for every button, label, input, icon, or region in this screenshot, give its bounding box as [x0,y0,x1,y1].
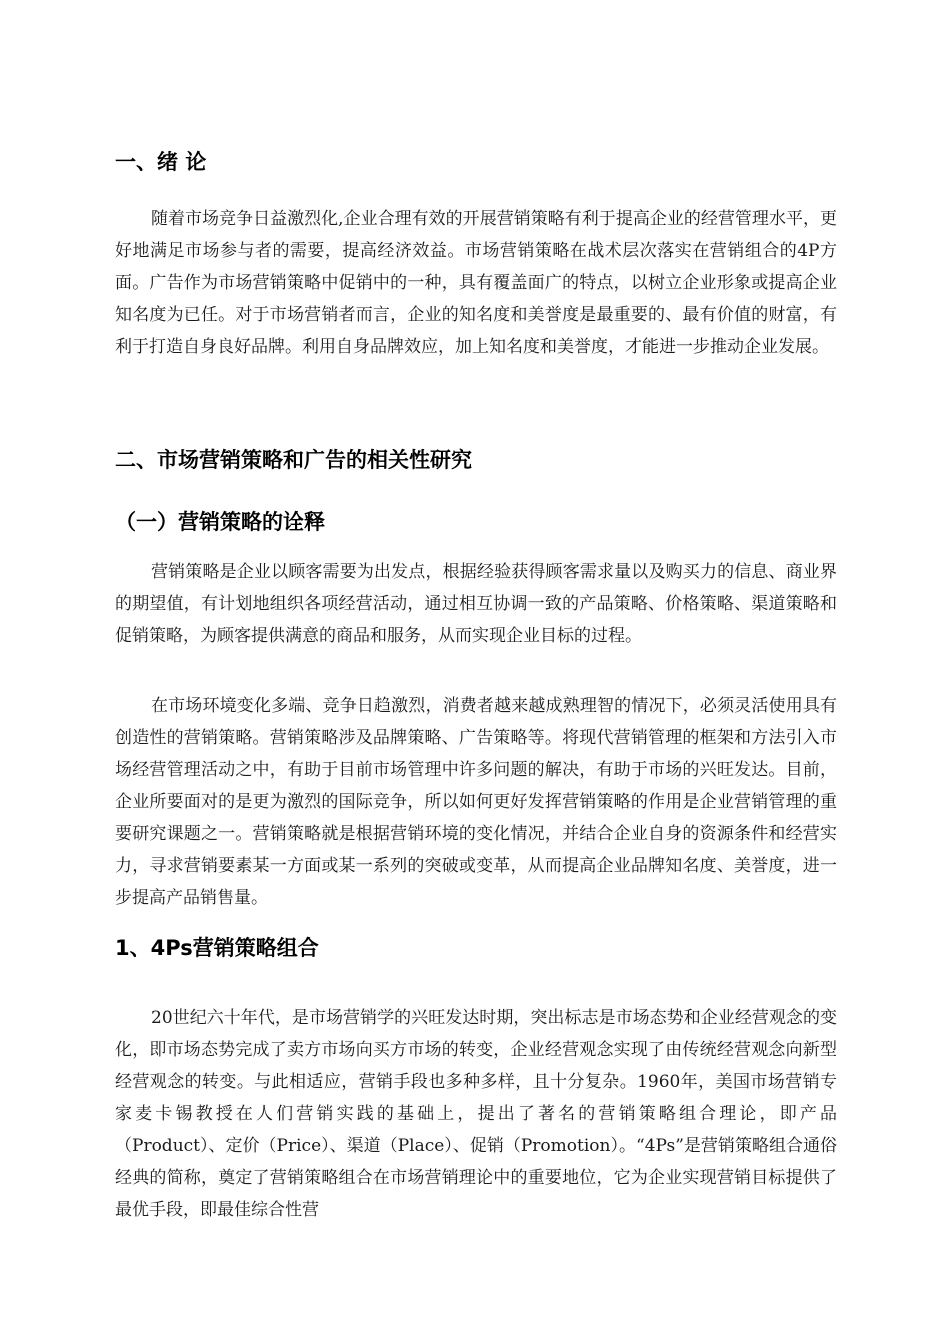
section-heading-introduction: 一、绪 论 [115,150,207,174]
section-heading-correlation-study: 二、市场营销策略和广告的相关性研究 [115,448,472,472]
paragraph-strategy-environment: 在市场环境变化多端、竞争日趋激烈，消费者越来越成熟理智的情况下，必须灵活使用具有创造性的营销策略。营销策略涉及品牌策略、广告策略等。将现代营销管理的框架和方法引入市场经营管理活动之中，有助于目前市场管理中许多问题的解决，有助于市场的兴旺发达。目前，企业所要面对的是更为激烈的国际竞争，所以如何更好发挥营销策略的作用是企业营销管理的重要研究课题之一。营销策略就是根据营销环境的变化情况，并结合企业自身的资源条件和经营实力，寻求营销要素某一方面或某一系列的突破或变革，从而提高企业品牌知名度、美誉度，进一步提高产品销售量。 [115,696,837,908]
paragraph-introduction: 随着市场竞争日益激烈化,企业合理有效的开展营销策略有利于提高企业的经营管理水平，更好地满足市场参与者的需要，提高经济效益。市场营销策略在战术层次落实在营销组合的4P方面。广告作为市场营销策略中促销中的一种，具有覆盖面广的特点，以树立企业形象或提高企业知名度为已任。对于市场营销者而言，企业的知名度和美誉度是最重要的、最有价值的财富，有利于打造自身良好品牌。利用自身品牌效应，加上知名度和美誉度，才能进一步推动企业发展。 [115,209,837,357]
subsection-heading-strategy-interpretation: （一）营销策略的诠释 [115,510,325,534]
subsection-heading-4ps: 1、4Ps营销策略组合 [115,936,319,960]
paragraph-4ps-history: 20世纪六十年代，是市场营销学的兴旺发达时期，突出标志是市场态势和企业经营观念的变化，即市场态势完成了卖方市场向买方市场的转变，企业经营观念实现了由传统经营观念向新型经营观念的转变。与此相适应，营销手段也多种多样，且十分复杂。1960年，美国市场营销专家麦卡锡教授在人们营销实践的基础上，提出了著名的营销策略组合理论，即产品（Product）、定价（Price）、渠道（Place）、促销（Promotion）。“4Ps”是营销策略组合通俗经典的简称，奠定了营销策略组合在市场营销理论中的重要地位，它为企业实现营销目标提供了最优手段，即最佳综合性营 [115,1008,837,1220]
paragraph-strategy-definition: 营销策略是企业以顾客需要为出发点，根据经验获得顾客需求量以及购买力的信息、商业界的期望值，有计划地组织各项经营活动，通过相互协调一致的产品策略、价格策略、渠道策略和促销策略，为顾客提供满意的商品和服务，从而实现企业目标的过程。 [115,562,837,646]
